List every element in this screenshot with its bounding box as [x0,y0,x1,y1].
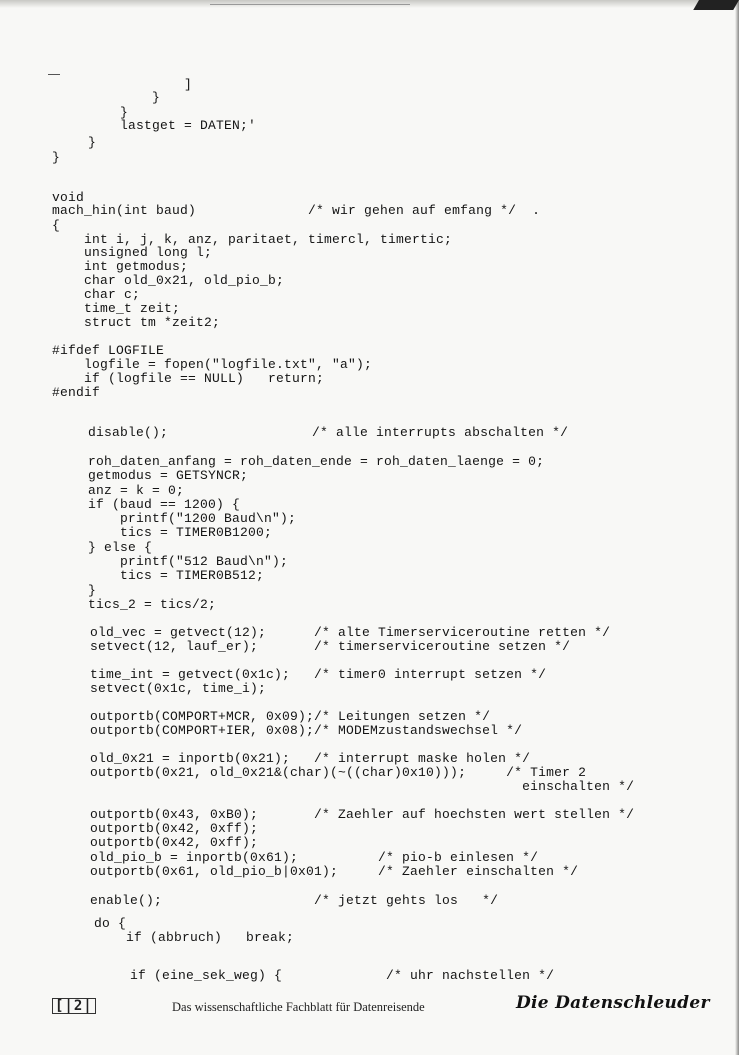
code-line: char c; [52,287,141,302]
code-line: } else { [56,540,153,555]
code-line: if (eine_sek_weg) { /* uhr nachstellen */ [66,968,555,983]
scan-speck [48,74,60,75]
publication-tagline: Das wissenschaftliche Fachblatt für Datenreisende [172,1000,425,1014]
code-line: setvect(12, lauf_er); /* timerserviceroutine setzen */ [58,639,571,654]
code-line: tics_2 = tics/2; [56,597,217,612]
code-line: void [52,190,85,205]
code-line: outportb(0x43, 0xB0); /* Zaehler auf hoechsten wert stellen */ [58,807,635,822]
code-line: if (baud == 1200) { [56,497,241,512]
code-line: setvect(0x1c, time_i); [58,681,267,696]
scan-speck [210,4,410,5]
code-line: time_int = getvect(0x1c); /* timer0 interrupt setzen */ [58,667,547,682]
code-line: { [52,218,61,233]
code-line: do { [62,916,127,931]
code-line: ] [56,77,193,92]
code-line: if (abbruch) break; [62,930,295,945]
code-line: printf("1200 Baud\n"); [56,511,297,526]
code-line: old_pio_b = inportb(0x61); /* pio-b einlesen */ [58,850,539,865]
code-line: int i, j, k, anz, paritaet, timercl, timertic; [52,232,453,247]
code-line: roh_daten_anfang = roh_daten_ende = roh_daten_laenge = 0; [56,454,545,469]
code-line: tics = TIMER0B1200; [56,525,273,540]
code-line: } [56,105,129,120]
code-line: outportb(COMPORT+MCR, 0x09);/* Leitungen setzen */ [58,709,491,724]
code-line: } [56,135,97,150]
masthead-logo: Die Datenschleuder [516,993,710,1013]
page-number-box: [|2| [52,998,96,1014]
code-line: lastget = DATEN;' [56,118,257,133]
code-line: unsigned long l; [52,245,213,260]
code-line: outportb(0x42, 0xff); [58,835,259,850]
code-line: mach_hin(int baud) /* wir gehen auf emfang */ . [52,203,541,218]
code-line: disable(); /* alle interrupts abschalten */ [56,425,569,440]
code-line: } [56,583,97,598]
code-line: #endif [52,385,101,400]
code-line: enable(); /* jetzt gehts los */ [58,893,499,908]
code-line: printf("512 Baud\n"); [56,554,289,569]
code-line: time_t zeit; [52,301,181,316]
code-line: } [56,90,161,105]
code-line: outportb(0x61, old_pio_b|0x01); /* Zaehler einschalten */ [58,864,579,879]
code-line: outportb(COMPORT+IER, 0x08);/* MODEMzustandswechsel */ [58,723,523,738]
page-number-mark [52,998,96,1014]
code-line: #ifdef LOGFILE [52,343,165,358]
code-line: anz = k = 0; [56,483,185,498]
code-line: einschalten */ [58,779,635,794]
code-line: logfile = fopen("logfile.txt", "a"); [52,357,373,372]
code-line: int getmodus; [52,259,189,274]
code-line: tics = TIMER0B512; [56,568,265,583]
code-line: outportb(0x21, old_0x21&(char)(~((char)0x10))); /* Timer 2 [58,765,587,780]
code-line: } [52,150,61,165]
code-line: char old_0x21, old_pio_b; [52,273,285,288]
code-line: outportb(0x42, 0xff); [58,821,259,836]
code-line: struct tm *zeit2; [52,315,221,330]
code-line: old_0x21 = inportb(0x21); /* interrupt maske holen */ [58,751,531,766]
code-line: if (logfile == NULL) return; [52,371,325,386]
code-line: getmodus = GETSYNCR; [56,468,249,483]
code-line: old_vec = getvect(12); /* alte Timerserviceroutine retten */ [58,625,611,640]
